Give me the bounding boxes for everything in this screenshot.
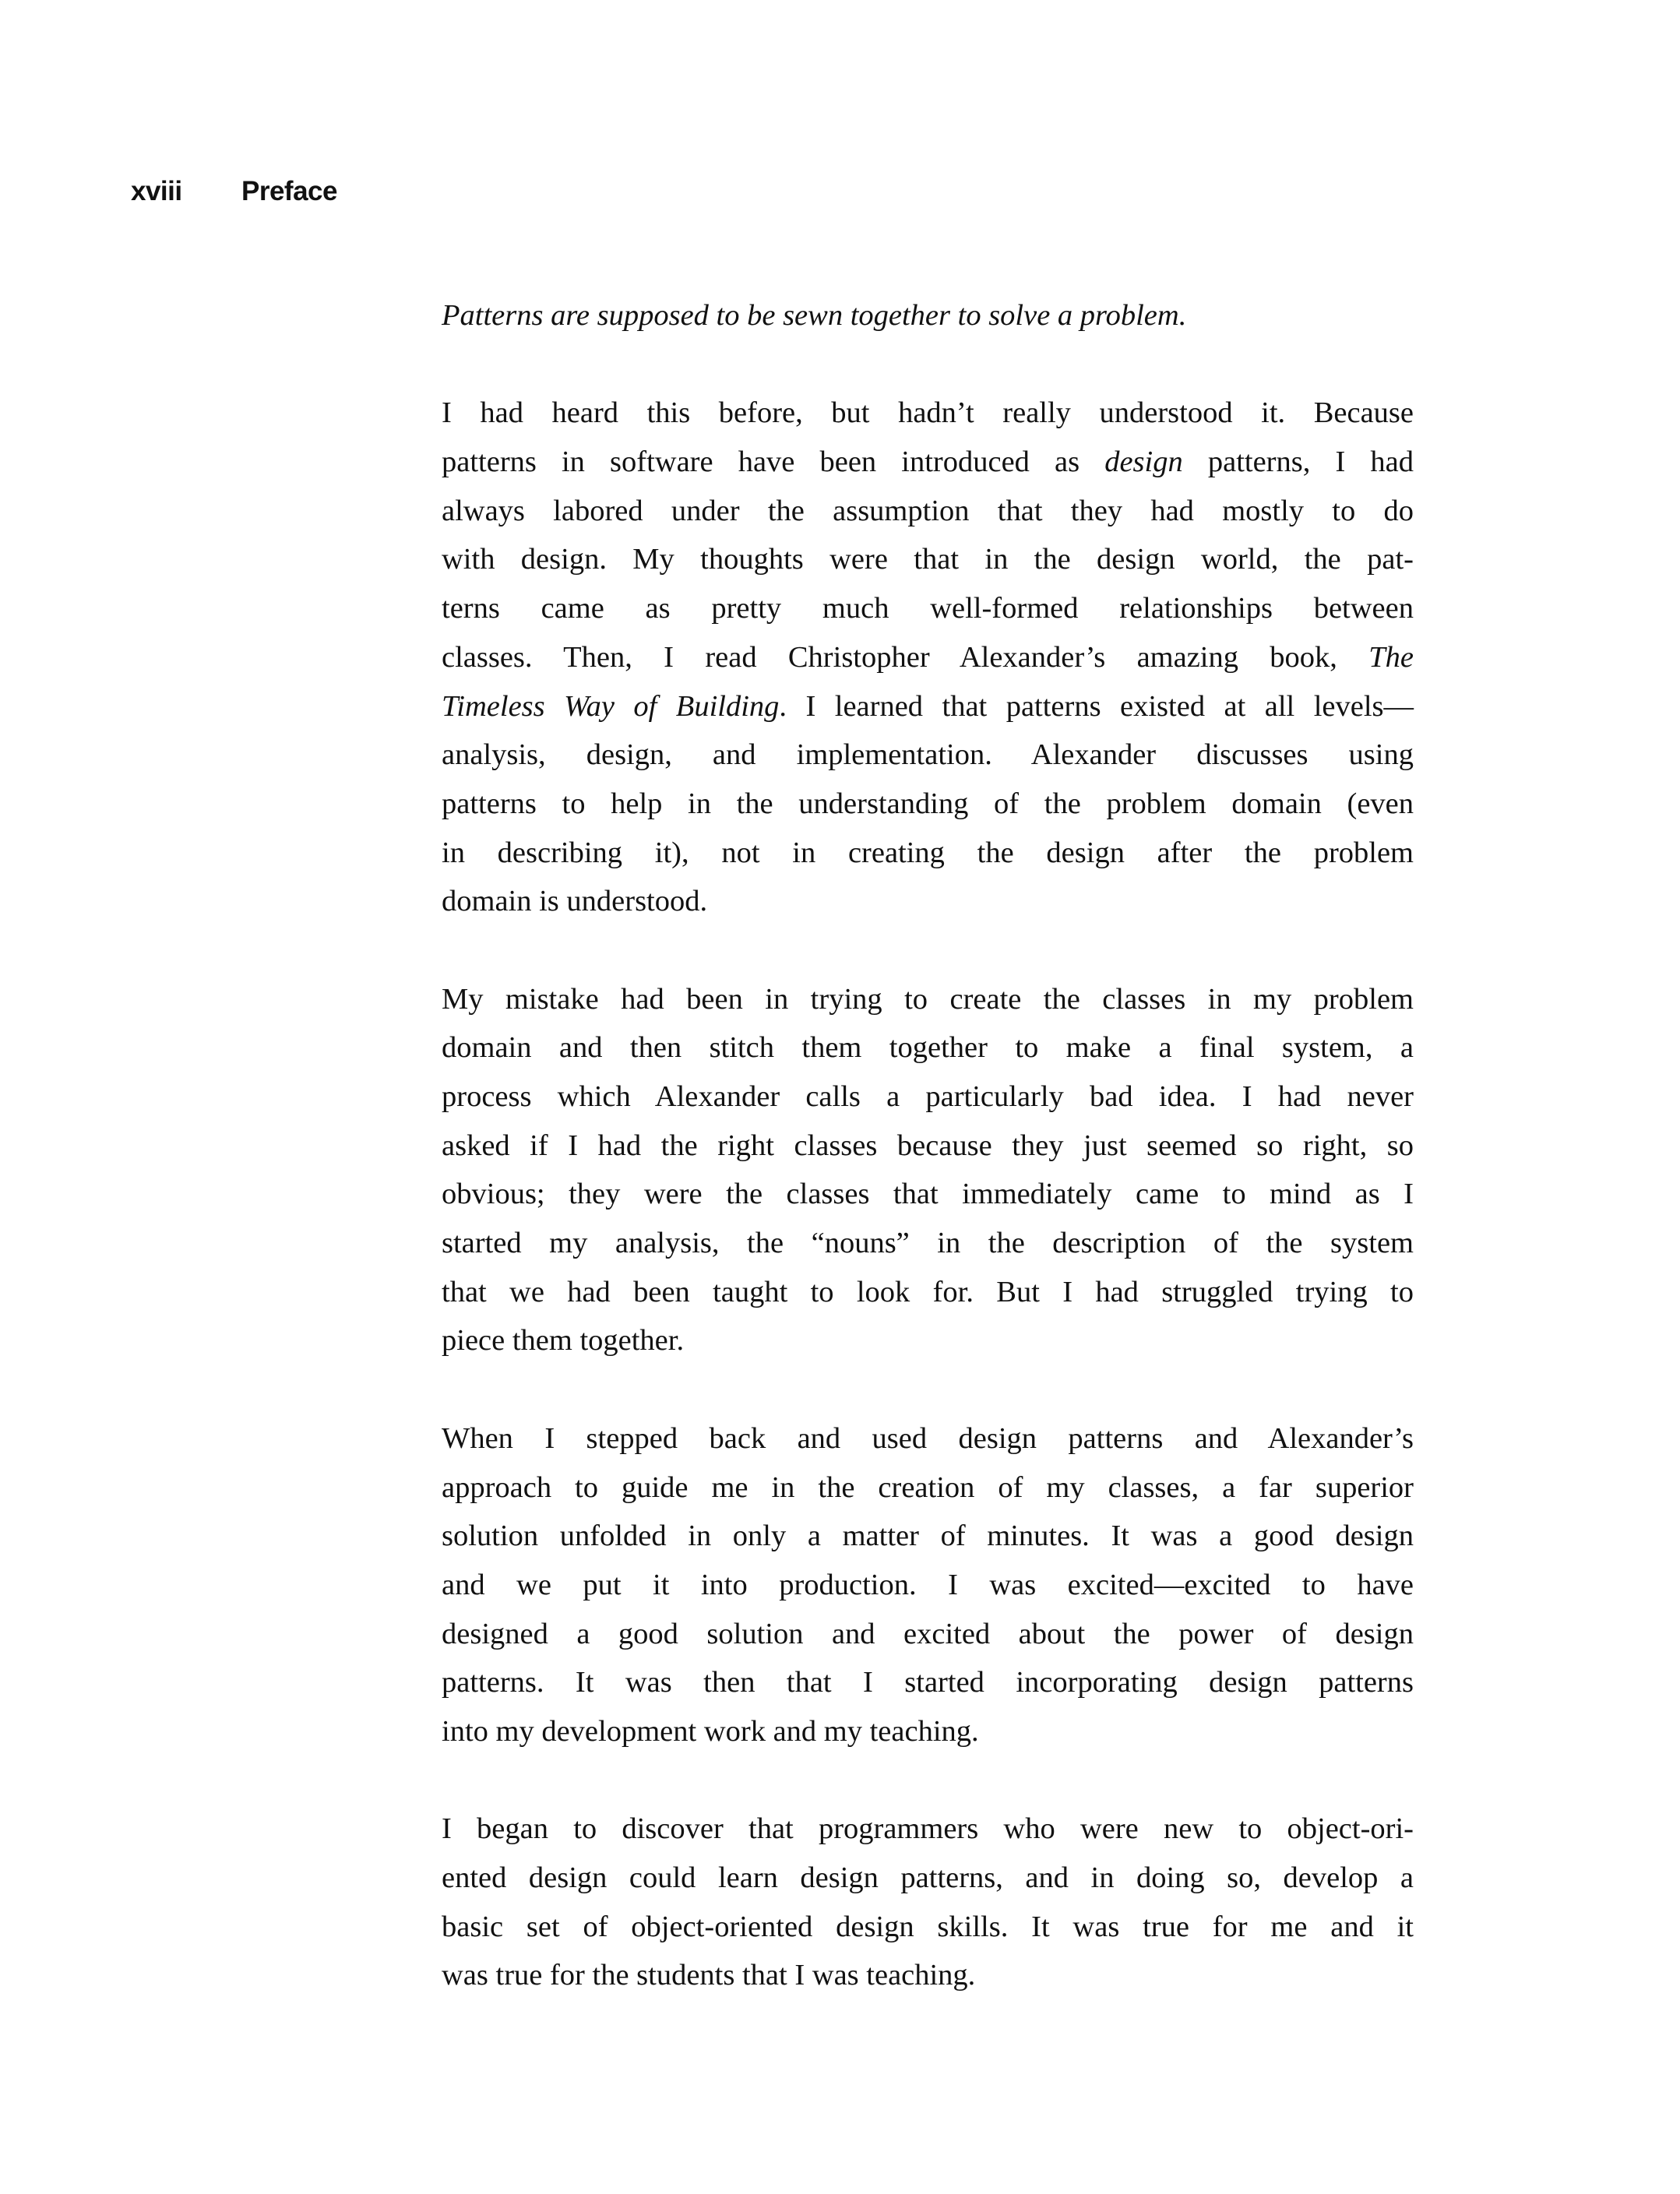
text-segment: classes. Then, I read Christopher Alexander’s amazing book,: [442, 640, 1369, 674]
paragraph: [442, 389, 1414, 926]
paragraph: [442, 1805, 1414, 2000]
body-text: [442, 291, 1414, 2000]
text-line: [442, 731, 1414, 780]
text-line: [442, 877, 1414, 926]
text-line: [442, 1023, 1414, 1072]
text-segment: asked if I had the right classes because they just seemed so right, so: [442, 1129, 1414, 1162]
text-line: [442, 1170, 1414, 1219]
text-segment: approach to guide me in the creation of my classes, a far superior: [442, 1470, 1414, 1504]
text-segment: that we had been taught to look for. But I had struggled trying to: [442, 1275, 1414, 1308]
italic-text: design: [1104, 445, 1183, 479]
text-segment: in describing it), not in creating the design after the problem: [442, 836, 1414, 869]
text-line: [442, 1512, 1414, 1561]
text-line: [442, 1414, 1414, 1463]
text-segment: solution unfolded in only a matter of minutes. It was a good design: [442, 1520, 1414, 1553]
text-line: [442, 1805, 1414, 1854]
text-line: [442, 1072, 1414, 1122]
text-line: [442, 389, 1414, 438]
text-segment: terns came as pretty much well-formed relationships between: [442, 592, 1414, 625]
text-line: [442, 1951, 1414, 2000]
text-segment: . I learned that patterns existed at all levels—: [779, 689, 1414, 723]
text-segment: patterns in software have been introduced as: [442, 445, 1105, 479]
text-line: [442, 829, 1414, 878]
text-line: [442, 975, 1414, 1024]
text-line: [442, 1854, 1414, 1903]
text-segment: basic set of object-oriented design skills. It was true for me and it: [442, 1910, 1414, 1943]
text-line: [442, 1122, 1414, 1171]
text-segment: domain is understood.: [442, 885, 708, 918]
text-line: [442, 780, 1414, 829]
text-segment: patterns to help in the understanding of the problem domain (even: [442, 787, 1414, 820]
paragraph-gap: [442, 1365, 1414, 1414]
text-line: [442, 1268, 1414, 1317]
text-line: [442, 1658, 1414, 1707]
text-line: [442, 1610, 1414, 1659]
text-segment: I had heard this before, but hadn’t really understood it. Because: [442, 396, 1414, 430]
text-segment: with design. My thoughts were that in the design world, the pat-: [442, 543, 1414, 576]
paragraph-gap: [442, 926, 1414, 975]
text-segment: My mistake had been in trying to create the classes in my problem: [442, 982, 1414, 1016]
page-number: xviii: [131, 176, 182, 206]
text-segment: process which Alexander calls a particularly bad idea. I had never: [442, 1080, 1414, 1113]
text-segment: ented design could learn design patterns, and in doing so, develop a: [442, 1861, 1414, 1894]
text-segment: started my analysis, the “nouns” in the description of the system: [442, 1227, 1414, 1260]
epigraph: [442, 291, 1414, 340]
text-line: [442, 535, 1414, 584]
text-line: [442, 291, 1414, 340]
text-line: [442, 633, 1414, 682]
text-line: [442, 1707, 1414, 1756]
text-line: [442, 584, 1414, 633]
text-line: [442, 1561, 1414, 1610]
running-head: Preface: [241, 176, 337, 206]
text-line: [442, 1316, 1414, 1365]
text-segment: When I stepped back and used design patterns and Alexander’s: [442, 1421, 1414, 1455]
paragraph: [442, 975, 1414, 1366]
text-segment: into my development work and my teaching.: [442, 1714, 979, 1748]
text-line: [442, 438, 1414, 487]
italic-text: Timeless Way of Building: [442, 689, 780, 723]
text-segment: designed a good solution and excited about the power of design: [442, 1617, 1414, 1650]
text-segment: was true for the students that I was teaching.: [442, 1959, 976, 1992]
paragraph-gap: [442, 340, 1414, 389]
text-line: [442, 682, 1414, 731]
italic-text: The: [1368, 640, 1414, 674]
text-segment: patterns. It was then that I started incorporating design patterns: [442, 1666, 1414, 1699]
paragraph-gap: [442, 1756, 1414, 1805]
text-segment: piece them together.: [442, 1324, 685, 1358]
text-line: [442, 1903, 1414, 1952]
italic-text: Patterns are supposed to be sewn together to solve a problem.: [442, 299, 1187, 332]
text-line: [442, 1463, 1414, 1513]
text-line: [442, 487, 1414, 536]
text-segment: obvious; they were the classes that immediately came to mind as I: [442, 1178, 1414, 1211]
text-segment: and we put it into production. I was excited—excited to have: [442, 1568, 1414, 1601]
text-segment: domain and then stitch them together to make a final system, a: [442, 1031, 1414, 1065]
text-segment: always labored under the assumption that they had mostly to do: [442, 494, 1414, 527]
text-segment: analysis, design, and implementation. Alexander discusses using: [442, 738, 1414, 772]
paragraph: [442, 1414, 1414, 1756]
text-line: [442, 1219, 1414, 1268]
text-segment: I began to discover that programmers who were new to object-ori-: [442, 1812, 1414, 1846]
text-segment: patterns, I had: [1182, 445, 1414, 479]
